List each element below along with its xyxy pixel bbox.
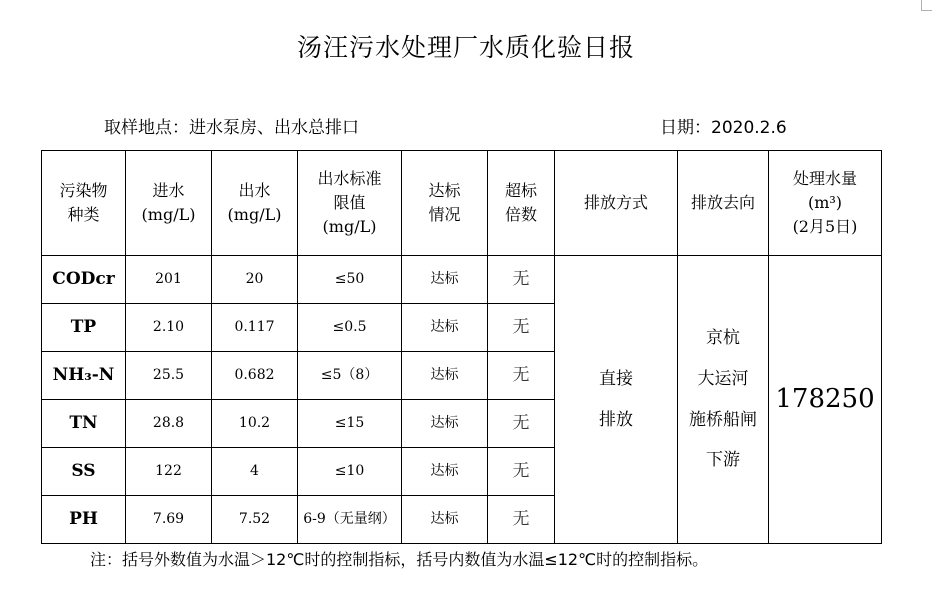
header-status-line: 达标: [428, 181, 461, 200]
limit-cell: ≤50: [298, 256, 402, 304]
table-row: [42, 256, 882, 304]
volume-cell: 178250: [769, 256, 882, 544]
header-pollutant-line: 污染物: [59, 181, 108, 200]
status-cell: 达标: [402, 448, 488, 496]
limit-cell: ≤10: [298, 448, 402, 496]
header-volume-line: (2月5日): [792, 217, 858, 236]
pollutant-cell: CODcr: [42, 256, 126, 304]
discharge-mode-line: 直接: [599, 368, 633, 389]
influent-cell: 7.69: [126, 496, 212, 544]
header-pollutant-line: 种类: [67, 205, 100, 224]
header-volume-line: 处理水量: [792, 169, 857, 188]
limit-cell: 6-9（无量纲）: [298, 496, 402, 544]
pollutant-cell: TN: [42, 400, 126, 448]
effluent-cell: 20: [212, 256, 298, 304]
discharge-destination-line: 大运河: [697, 368, 749, 389]
multiple-cell: 无: [488, 400, 555, 448]
header-discharge-destination: 排放去向: [678, 151, 769, 256]
header-effluent-line: 出水: [238, 181, 271, 200]
effluent-cell: 4: [212, 448, 298, 496]
effluent-cell: 0.117: [212, 304, 298, 352]
header-effluent-line: (mg/L): [227, 205, 282, 224]
header-discharge-mode: 排放方式: [555, 151, 678, 256]
status-cell: 达标: [402, 400, 488, 448]
influent-cell: 28.8: [126, 400, 212, 448]
pollutant-cell: SS: [42, 448, 126, 496]
limit-cell: ≤0.5: [298, 304, 402, 352]
header-effluent: [212, 151, 298, 256]
header-multiple: [488, 151, 555, 256]
sampling-location: 取样地点：进水泵房、出水总排口: [104, 118, 359, 138]
influent-cell: 122: [126, 448, 212, 496]
discharge-destination-line: 施桥船闸: [689, 409, 757, 430]
header-influent-line: 进水: [152, 181, 185, 200]
header-status-line: 情况: [428, 205, 461, 224]
header-multiple-line: 超标: [504, 181, 537, 200]
report-date: 日期：2020.2.6: [660, 118, 787, 138]
discharge-mode-line: 排放: [599, 409, 633, 430]
pollutant-cell: TP: [42, 304, 126, 352]
effluent-cell: 7.52: [212, 496, 298, 544]
header-pollutant: [42, 151, 126, 256]
limit-cell: ≤5（8）: [298, 352, 402, 400]
influent-cell: 2.10: [126, 304, 212, 352]
header-limit-line: (mg/L): [322, 217, 377, 236]
influent-cell: 25.5: [126, 352, 212, 400]
header-status: [402, 151, 488, 256]
discharge-destination-line: 京杭: [706, 327, 740, 348]
pollutant-cell: NH₃-N: [42, 352, 126, 400]
report-title: 汤汪污水处理厂水质化验日报: [296, 33, 635, 62]
influent-cell: 201: [126, 256, 212, 304]
effluent-cell: 10.2: [212, 400, 298, 448]
multiple-cell: 无: [488, 256, 555, 304]
discharge-destination-line: 下游: [706, 450, 740, 471]
effluent-cell: 0.682: [212, 352, 298, 400]
header-limit-line: 限值: [333, 193, 366, 212]
status-cell: 达标: [402, 256, 488, 304]
header-multiple-line: 倍数: [504, 205, 537, 224]
header-influent-line: (mg/L): [141, 205, 196, 224]
multiple-cell: 无: [488, 448, 555, 496]
header-volume-line: (m³): [807, 193, 843, 212]
header-limit-line: 出水标准: [317, 169, 382, 188]
corner-mark: [921, 0, 932, 11]
discharge-mode-cell: [555, 256, 678, 544]
status-cell: 达标: [402, 352, 488, 400]
multiple-cell: 无: [488, 352, 555, 400]
multiple-cell: 无: [488, 496, 555, 544]
water-quality-table: [41, 150, 882, 544]
header-volume: [769, 151, 882, 256]
status-cell: 达标: [402, 496, 488, 544]
header-row: [42, 151, 882, 256]
header-limit: [298, 151, 402, 256]
discharge-destination-cell: [678, 256, 769, 544]
limit-cell: ≤15: [298, 400, 402, 448]
multiple-cell: 无: [488, 304, 555, 352]
status-cell: 达标: [402, 304, 488, 352]
header-influent: [126, 151, 212, 256]
pollutant-cell: PH: [42, 496, 126, 544]
footnote: 注：括号外数值为水温＞12℃时的控制指标，括号内数值为水温≤12℃时的控制指标。: [90, 550, 709, 569]
